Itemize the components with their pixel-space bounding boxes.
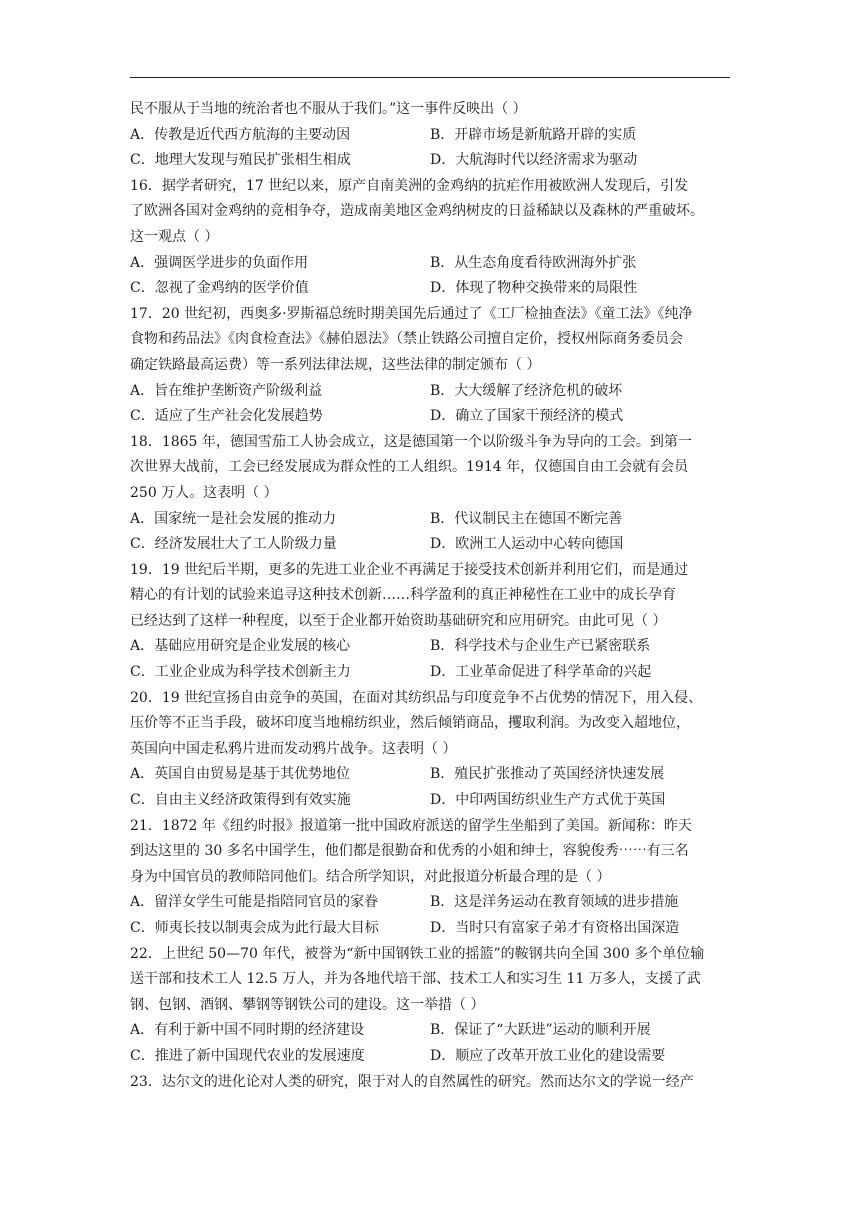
- option-row: [130, 532, 734, 558]
- answer-option: C．适应了生产社会化发展趋势: [130, 408, 323, 425]
- answer-option: A．有利于新中国不同时期的经济建设: [130, 1022, 365, 1039]
- question-stem-line: 精心的有计划的试验来追寻这种技术创新……科学盈利的真正神秘性在工业中的成长孕育: [130, 587, 676, 604]
- answer-option: D．中印两国纺织业生产方式优于英国: [430, 792, 666, 809]
- answer-option: B．保证了“大跃进”运动的顺利开展: [430, 1022, 651, 1039]
- answer-option: A．旨在维护垄断资产阶级利益: [130, 382, 323, 399]
- question-stem-line: 民不服从于当地的统治者也不服从于我们。”这一事件反映出（ ）: [130, 101, 527, 117]
- answer-option: C．自由主义经济政策得到有效实施: [130, 792, 351, 809]
- question-stem-line: 18．1865 年，德国雪茄工人协会成立，这是德国第一个以阶级斗争为导向的工会。到第一: [130, 433, 692, 450]
- question-stem-line: 这一观点（ ）: [130, 228, 219, 245]
- answer-option: B．科学技术与企业生产已紧密联系: [430, 638, 651, 655]
- option-row: [130, 916, 734, 942]
- option-row: [130, 1018, 734, 1044]
- answer-option: B．大大缓解了经济危机的破坏: [430, 382, 623, 399]
- option-row: [130, 762, 734, 788]
- question-block: [130, 558, 734, 686]
- answer-option: B．从生态角度看待欧洲海外扩张: [430, 254, 637, 271]
- answer-option: B．开辟市场是新航路开辟的实质: [430, 126, 637, 143]
- question-block: [130, 1070, 734, 1096]
- question-block: [130, 430, 734, 558]
- answer-option: A．国家统一是社会发展的推动力: [130, 510, 337, 527]
- option-row: [130, 123, 734, 149]
- answer-option: B．代议制民主在德国不断完善: [430, 510, 623, 527]
- option-row: [130, 634, 734, 660]
- answer-option: A．英国自由贸易是基于其优势地位: [130, 766, 351, 783]
- option-row: [130, 404, 734, 430]
- question-stem-line: 17．20 世纪初，西奥多·罗斯福总统时期美国先后通过了《工厂检抽查法》《童工法》《纯净: [130, 305, 693, 322]
- answer-option: C．推进了新中国现代农业的发展速度: [130, 1047, 365, 1064]
- question-stem-line: 压价等不正当手段，破坏印度当地棉纺织业，然后倾销商品，攫取利润。为改变入超地位，: [130, 715, 690, 732]
- question-block: [130, 174, 734, 302]
- answer-option: C．忽视了金鸡纳的医学价值: [130, 280, 309, 297]
- option-row: [130, 1044, 734, 1070]
- option-row: [130, 148, 734, 174]
- answer-option: C．地理大发现与殖民扩张相生相成: [130, 152, 351, 169]
- question-stem-line: 到达这里的 30 多名中国学生，他们都是很勤奋和优秀的小姐和绅士，容貌俊秀⋯⋯有三名: [130, 843, 689, 860]
- answer-option: D．工业革命促进了科学革命的兴起: [430, 664, 652, 681]
- answer-option: D．大航海时代以经济需求为驱动: [430, 152, 638, 169]
- answer-option: D．确立了国家干预经济的模式: [430, 408, 624, 425]
- question-stem-line: 250 万人。这表明（ ）: [130, 484, 278, 501]
- question-stem-line: 次世界大战前，工会已经发展成为群众性的工人组织。1914 年，仅德国自由工会就有会员: [130, 459, 689, 476]
- question-stem-line: 了欧洲各国对金鸡纳的竞相争夺，造成南美地区金鸡纳树皮的日益稀缺以及森林的严重破坏。: [130, 203, 704, 220]
- question-stem-line: 送干部和技术工人 12.5 万人，并为各地代培干部、技术工人和实习生 11 万多人，支援了武: [130, 971, 701, 988]
- answer-option: A．传教是近代西方航海的主要动因: [130, 126, 351, 143]
- header-rule: [130, 77, 730, 78]
- answer-option: B．殖民扩张推动了英国经济快速发展: [430, 766, 665, 783]
- exam-page-content: [130, 97, 734, 1095]
- question-stem-line: 已经达到了这样一种程度，以至于企业都开始资助基础研究和应用研究。由此可见（ ）: [130, 612, 667, 629]
- question-stem-line: 19．19 世纪后半期，更多的先进工业企业不再满足于接受技术创新并利用它们，而是通过: [130, 561, 689, 578]
- option-row: [130, 660, 734, 686]
- question-stem-line: 食物和药品法》《肉食检查法》《赫伯恩法》（禁止铁路公司擅自定价，授权州际商务委员会: [130, 331, 683, 348]
- question-stem-line: 20．19 世纪宣扬自由竞争的英国，在面对其纺织品与印度竞争不占优势的情况下，用入侵、: [130, 689, 703, 706]
- question-stem-line: 16．据学者研究，17 世纪以来，原产自南美洲的金鸡纳的抗疟作用被欧洲人发现后，引发: [130, 177, 689, 194]
- answer-option: C．师夷长技以制夷会成为此行最大目标: [130, 920, 379, 936]
- option-row: [130, 251, 734, 277]
- answer-option: D．欧洲工人运动中心转向德国: [430, 536, 624, 553]
- answer-option: B．这是洋务运动在教育领域的进步措施: [430, 894, 679, 911]
- option-row: [130, 890, 734, 916]
- question-block: [130, 97, 734, 174]
- option-row: [130, 276, 734, 302]
- question-block: [130, 814, 734, 942]
- question-block: [130, 942, 734, 1070]
- question-stem-line: 钢、包钢、酒钢、攀钢等钢铁公司的建设。这一举措（ ）: [130, 996, 485, 1013]
- option-row: [130, 379, 734, 405]
- question-stem-line: 23．达尔文的进化论对人类的研究，限于对人的自然属性的研究。然而达尔文的学说一经产: [130, 1073, 694, 1090]
- option-row: [130, 507, 734, 533]
- option-row: [130, 788, 734, 814]
- question-stem-line: 身为中国官员的教师陪同他们。结合所学知识，对此报道分析最合理的是（ ）: [130, 868, 611, 885]
- answer-option: A．强调医学进步的负面作用: [130, 254, 309, 271]
- answer-option: C．工业企业成为科学技术创新主力: [130, 664, 351, 681]
- answer-option: A．留洋女学生可能是指陪同官员的家眷: [130, 894, 379, 911]
- answer-option: D．顺应了改革开放工业化的建设需要: [430, 1047, 666, 1064]
- question-block: [130, 686, 734, 814]
- answer-option: C．经济发展壮大了工人阶级力量: [130, 536, 337, 553]
- answer-option: D．当时只有富家子弟才有资格出国深造: [430, 920, 680, 936]
- question-block: [130, 302, 734, 430]
- question-stem-line: 22．上世纪 50—70 年代，被誉为“新中国钢铁工业的摇篮”的鞍钢共向全国 300 多个单位输: [130, 945, 705, 962]
- question-stem-line: 英国向中国走私鸦片进而发动鸦片战争。这表明（ ）: [130, 740, 457, 757]
- answer-option: A．基础应用研究是企业发展的核心: [130, 638, 351, 655]
- question-stem-line: 确定铁路最高运费）等一系列法律法规，这些法律的制定颁布（ ）: [130, 356, 541, 373]
- question-stem-line: 21．1872 年《纽约时报》报道第一批中国政府派送的留学生坐船到了美国。新闻称：昨天: [130, 817, 692, 834]
- answer-option: D．体现了物种交换带来的局限性: [430, 280, 638, 297]
